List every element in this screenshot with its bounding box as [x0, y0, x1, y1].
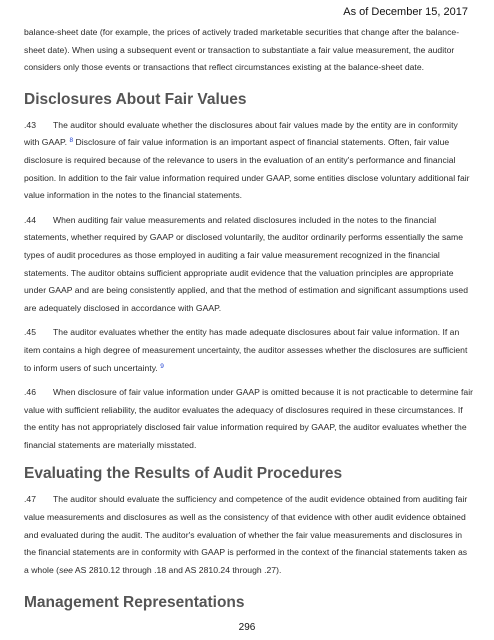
paragraph-text: Disclosure of fair value information is an important aspect of financial statements. Often, fair value disclosure is required because of the relevance to users in the evaluation of an entity's performance and financial position. In addition to the fair value information required under GAAP, some entities disclose voluntary additional fair value information in the notes to the financial statements. — [24, 137, 470, 201]
paragraph-text: The auditor evaluates whether the entity has made adequate disclosures about fair value information. If an item contains a high degree of measurement uncertainty, the auditor assesses whether the disclosures are sufficient to inform users of such uncertainty. — [24, 327, 468, 373]
paragraph-number: .44 — [24, 214, 37, 225]
footnote-link-8[interactable]: 8 — [69, 137, 74, 145]
document-body — [24, 24, 474, 613]
see-emphasis: see — [59, 564, 73, 575]
section-heading-disclosures: Disclosures About Fair Values — [24, 90, 247, 108]
header-date: As of December 15, 2017 — [343, 6, 468, 18]
paragraph-number: .47 — [24, 494, 37, 505]
paragraph-text: AS 2810.12 through .18 and AS 2810.24 through .27). — [72, 564, 282, 575]
paragraph-number: .46 — [24, 387, 37, 398]
paragraph-46 — [24, 384, 474, 454]
footnote-link-9[interactable]: 9 — [160, 362, 164, 370]
paragraph-43 — [24, 117, 474, 205]
paragraph-47 — [24, 491, 474, 579]
paragraph-text: When disclosure of fair value information under GAAP is omitted because it is not practicable to determine fair value with sufficient reliability, the auditor evaluates the adequacy of disclosures required in these circumstances. If the entity has not appropriately disclosed fair value information required by GAAP, the auditor evaluates whether the financial statements are materially misstated. — [24, 387, 474, 450]
intro-paragraph: balance-sheet date (for example, the prices of actively traded marketable securities that change after the balance-sheet date). When using a subsequent event or transaction to substantiate a fair value measurement, the auditor considers only those events or transactions that reflect circumstances existing at the balance-sheet date. — [24, 27, 460, 73]
paragraph-45 — [24, 324, 474, 377]
page-number: 296 — [238, 622, 256, 633]
paragraph-text: The auditor should evaluate whether the disclosures about fair values made by the entity are in conformity with GAAP. — [24, 119, 458, 148]
section-heading-evaluating: Evaluating the Results of Audit Procedures — [24, 465, 343, 483]
paragraph-text: When auditing fair value measurements and related disclosures included in the notes to the financial statements, whether required by GAAP or disclosed voluntarily, the auditor ordinarily performs essentially the same types of audit procedures as those employed in auditing a fair value measurement recognized in the financial statements. The auditor obtains sufficient appropriate audit evidence that the valuation principles are appropriate under GAAP and are being consistently applied, and that the method of estimation and significant assumptions used are adequately disclosed in accordance with GAAP. — [24, 214, 469, 313]
paragraph-number: .43 — [24, 119, 37, 130]
paragraph-text: The auditor should evaluate the sufficiency and competence of the audit evidence obtained from auditing fair value measurements and disclosures as well as the consistency of that evidence with other audit evidence obtained and evaluated during the audit. The auditor's evaluation of whether the fair value measurements and disclosures in the financial statements are in conformity with GAAP is performed in the context of the financial statements taken as a whole ( — [24, 494, 468, 575]
section-heading-management: Management Representations — [24, 594, 245, 612]
paragraph-44 — [24, 212, 474, 318]
paragraph-number: .45 — [24, 327, 37, 338]
